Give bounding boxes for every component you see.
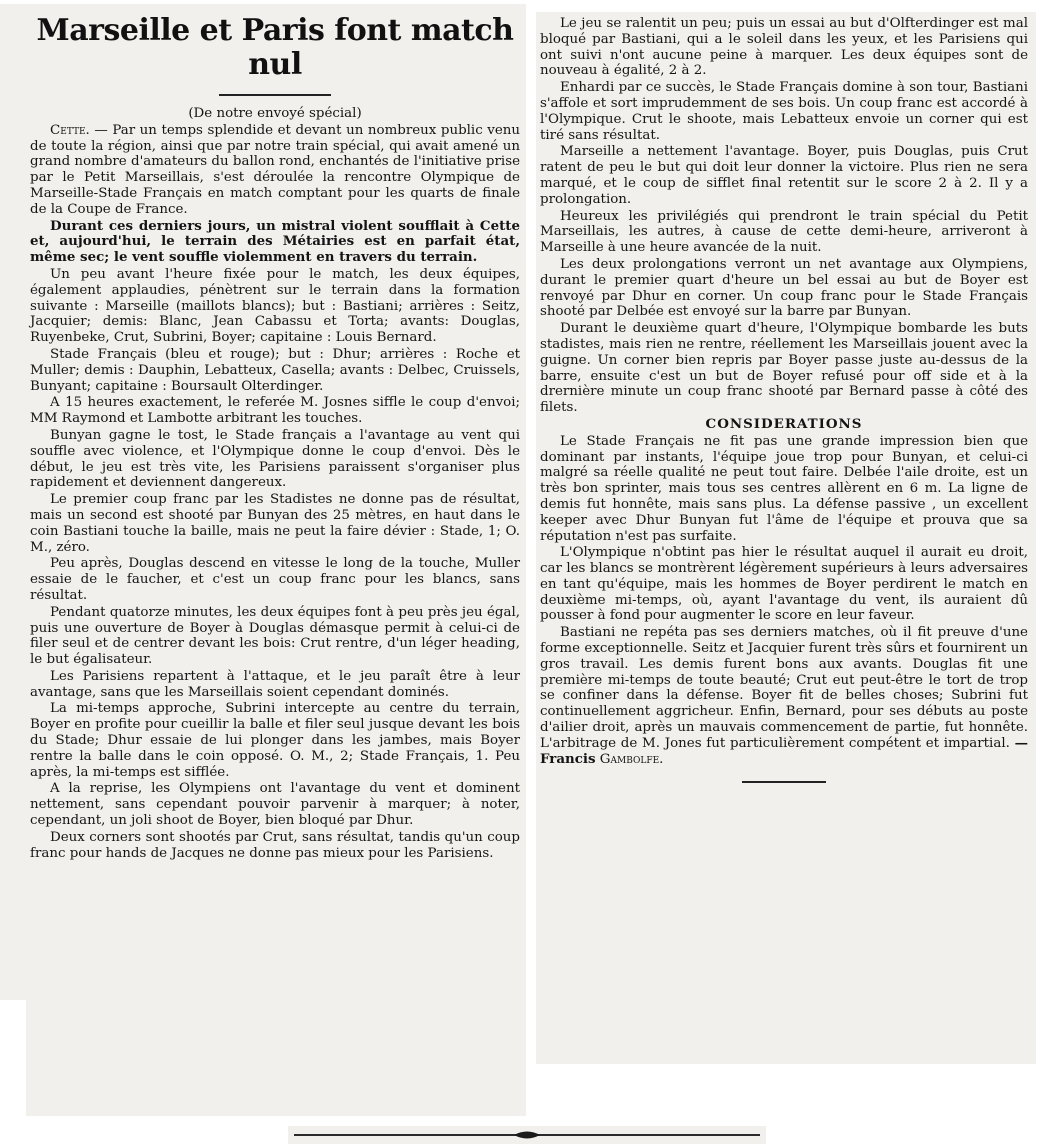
consideration-1: Le Stade Français ne fit pas une grande impression bien que dominant par instants, l'équipe joue trop pour Bunyan, et celui-ci malgré sa réelle qualité ne peut tout faire. Delbée l'aile droite, est un très bon sprinter, mais tous ses centres allèrent en 6 m. La ligne de demis fut honnête, mais sans plus. La défense passive , un excellent keeper avec Dhur Bunyan fut l'âme de l'équipe et prouva que sa réputation n'est pas surfaite. (540, 433, 1028, 544)
paragraph-7: Le premier coup franc par les Stadistes ne donne pas de résultat, mais un second est shooté par Bunyan des 25 mètres, en haut dans le coin Bastiani touche la baille, mais ne peut la faire dévier : Stade, 1; O. M., zéro. (30, 492, 520, 555)
paragraph-15: Enhardi par ce succès, le Stade Français domine à son tour, Bastiani s'affole et sort imprudemment de ses bois. Un coup franc est accordé à l'Olympique. Crut le shoote, mais Lebatteux envoie un corner qui est tiré sans résultat. (540, 80, 1028, 143)
headline-rule (219, 94, 331, 96)
consideration-3 (540, 625, 1028, 767)
paragraph-4: Stade Français (bleu et rouge); but : Dhur; arrières : Roche et Muller; demis : Dauphin, Lebatteux, Casella; avants : Delbec, Cruissels, Bunyant; capitaine : Boursault Olterdinger. (30, 346, 520, 394)
paragraph-16: Marseille a nettement l'avantage. Boyer, puis Douglas, puis Crut ratent de peu le but qui doit leur donner la victoire. Plus rien ne sera marqué, et le coup de sifflet final retentit sur le score 2 à 2. Il y a prolongation. (540, 144, 1028, 207)
headline: Marseille et Paris font match nul (36, 13, 514, 82)
signature-name: Gambolfe. (599, 751, 664, 767)
paragraph-3: Un peu avant l'heure fixée pour le match, les deux équipes, également applaudies, pénètrent sur le terrain dans la formation suivante : Marseille (maillots blancs); but : Bastiani; arrières : Seitz, Jacquier; demis: Blanc, Jean Cabassu et Torta; avants: Douglas, Ruyenbeke, Crut, Subrini, Boyer; capitaine : Louis Bernard. (30, 266, 520, 346)
paragraph-9: Pendant quatorze minutes, les deux équipes font à peu près jeu égal, puis une ouverture de Boyer à Douglas démasque permit à celui-ci de filer seul et de centrer devant les bois: Crut rentre, d'un léger heading, le but égalisateur. (30, 604, 520, 668)
section-title: CONSIDERATIONS (705, 415, 863, 432)
paragraph-17: Heureux les privilégiés qui prendront le train spécial du Petit Marseillais, les autres, à cause de cette demi-heure, arriveront à Marseille à une heure avancée de la nuit. (540, 208, 1028, 256)
signature-lead: — Francis (540, 734, 1028, 767)
paragraph-11: La mi-temps approche, Subrini intercepte au centre du terrain, Boyer en profite pour cueillir la balle et filer seul jusque devant les bois du Stade; Dhur essaie de lui plonger dans les jambes, mais Boyer rentre la balle dans le coin opposé. O. M., 2; Stade Français, 1. Peu après, la mi-temps est sifflée. (30, 701, 520, 780)
dateline-place: Cette. (50, 122, 90, 138)
paragraph-2: Durant ces derniers jours, un mistral violent soufflait à Cette et, aujourd'hui, le terrain des Métairies est en parfait état, même sec; le vent souffle violemment en travers du terrain. (30, 217, 520, 266)
paragraph-14: Le jeu se ralentit un peu; puis un essai au but d'Olfterdinger est mal bloqué par Bastiani, qui a le soleil dans les yeux, et les Parisiens qui ont suivi n'ont aucune peine à marquer. Les deux équipes sont de nouveau à égalité, 2 à 2. (540, 16, 1028, 79)
paragraph-18: Les deux prolongations verront un net avantage aux Olympiens, durant le premier quart d'heure un bel essai au but de Boyer est renvoyé par Dhur en corner. Un coup franc pour le Stade Français shooté par Delbée est envoyé sur la barre par Bunyan. (540, 256, 1028, 320)
divider-ornament-icon (512, 1128, 542, 1142)
paragraph-6: Bunyan gagne le tost, le Stade français a l'avantage au vent qui souffle avec violence, et l'Olympique donne le coup d'envoi. Dès le début, le jeu est très vite, les Parisiens paraissent s'organiser plus rapidement et deviennent dangereux. (30, 427, 520, 491)
paragraph-19: Durant le deuxième quart d'heure, l'Olympique bombarde les buts stadistes, mais rien ne rentre, réellement les Marseillais jouent avec la guigne. Un corner bien repris par Boyer passe juste au-dessus de la barre, ensuite c'est un but de Boyer refusé pour off side et à la drernière minute un coup franc shooté par Bernard passe à côté des filets. (540, 321, 1028, 416)
consideration-3-text: Bastiani ne repéta pas ses derniers matches, où il fit preuve d'une forme exceptionnelle. Seitz et Jacquier furent très sûrs et fournirent un gros travail. Les demis furent bons aux avants. Douglas fit une première mi-temps de toute beauté; Crut eut peut-être le tort de trop se confiner dans la défense. Boyer fit de belles choses; Subrini fut continuellement aggricheur. Enfin, Bernard, pour ses débuts au poste d'ailier droit, après un mauvais commencement de partie, fut honnête. L'arbitrage de M. Jones fut particulièrement compétent et impartial. (540, 625, 1028, 751)
consideration-2: L'Olympique n'obtint pas hier le résultat auquel il aurait eu droit, car les blancs se montrèrent légèrement supérieurs à leurs adversaires en tant qu'équipe, mais les hommes de Boyer perdirent le match en deuxième mi-temps, où, ayant l'avantage du vent, ils auraient dû pousser à fond pour augmenter le score en leur faveur. (540, 545, 1028, 624)
paragraph-1 (30, 123, 520, 218)
paragraph-13: Deux corners sont shootés par Crut, sans résultat, tandis qu'un coup franc pour hands de Jacques ne donne pas mieux pour les Parisiens. (30, 829, 520, 861)
paragraph-12: A la reprise, les Olympiens ont l'avantage du vent et dominent nettement, sans cependant pouvoir parvenir à marquer; à noter, cependant, un joli shoot de Boyer, bien bloqué par Dhur. (30, 781, 520, 829)
left-column (26, 4, 526, 1116)
paragraph-1-text: — Par un temps splendide et devant un nombreux public venu de toute la région, ainsi que par notre train spécial, qui avait amené un grand nombre d'amateurs du ballon rond, enchantés de l'initiative prise par le Petit Marseillais, s'est déroulée la rencontre Olympique de Marseille-Stade Français en match comptant pour les quarts de finale de la Coupe de France. (30, 122, 521, 217)
end-rule (742, 781, 826, 783)
paragraph-8: Peu après, Douglas descend en vitesse le long de la touche, Muller essaie de le faucher, et c'est un coup franc pour les blancs, sans résultat. (30, 556, 520, 603)
right-column (536, 12, 1036, 1064)
column-edge (0, 4, 26, 1000)
bottom-divider (288, 1126, 766, 1144)
paragraph-10: Les Parisiens repartent à l'attaque, et le jeu paraît être à leur avantage, sans que les Marseillais soient cependant dominés. (30, 668, 520, 700)
byline: (De notre envoyé spécial) (188, 106, 362, 121)
paragraph-5: A 15 heures exactement, le referée M. Josnes siffle le coup d'envoi; MM Raymond et Lambotte arbitrant les touches. (30, 395, 520, 427)
